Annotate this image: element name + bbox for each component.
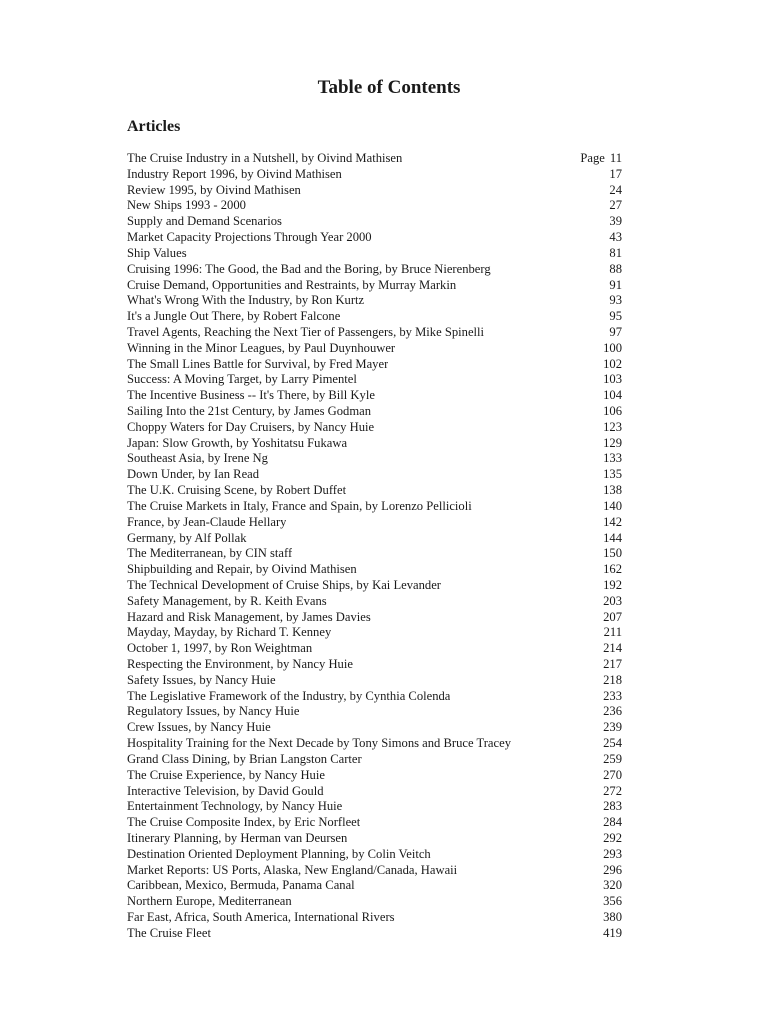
- toc-entry: [127, 436, 622, 452]
- page-number: 217: [603, 657, 622, 671]
- toc-entry-title: Safety Management, by R. Keith Evans: [127, 593, 327, 608]
- toc-entry-page: [609, 167, 622, 183]
- toc-entry-page: [603, 863, 622, 879]
- toc-entry-page: [603, 689, 622, 705]
- toc-entry-title: Northern Europe, Mediterranean: [127, 894, 292, 909]
- page-number: 129: [603, 435, 622, 450]
- toc-entry-page: [603, 578, 622, 594]
- toc-entry: [127, 910, 622, 926]
- page-number: 292: [603, 830, 622, 845]
- page-number: 419: [603, 925, 622, 940]
- toc-entry-title: The Legislative Framework of the Industry, by Cynthia Colenda: [127, 688, 451, 703]
- page-number: 293: [603, 846, 622, 861]
- toc-entry: [127, 372, 622, 388]
- toc-entry-title: Safety Issues, by Nancy Huie: [127, 672, 276, 687]
- page-number: 192: [603, 577, 622, 592]
- toc-entry: [127, 293, 622, 309]
- toc-entry: [127, 183, 622, 199]
- toc-entry-title: The U.K. Cruising Scene, by Robert Duffet: [127, 483, 347, 498]
- toc-entry-title: Cruise Demand, Opportunities and Restraints, by Murray Markin: [127, 277, 457, 292]
- page-number: 140: [603, 498, 622, 513]
- toc-entry-page: [603, 483, 622, 499]
- page-number: 211: [603, 625, 622, 640]
- toc-entry-page: [603, 388, 622, 404]
- toc-entry-title: Supply and Demand Scenarios: [127, 214, 282, 229]
- toc-entry-title: Success: A Moving Target, by Larry Pimentel: [127, 372, 357, 387]
- toc-entry-title: It's a Jungle Out There, by Robert Falcone: [127, 309, 341, 324]
- toc-entry: [127, 863, 622, 879]
- toc-entry-page: [609, 214, 622, 230]
- page-number: 81: [609, 245, 622, 260]
- toc-entry-page: [603, 831, 622, 847]
- toc-entry-page: [609, 230, 622, 246]
- toc-entry-title: Hospitality Training for the Next Decade by Tony Simons and Bruce Tracey: [127, 736, 511, 751]
- toc-entry-page: [603, 768, 622, 784]
- toc-entry-page: [603, 531, 622, 547]
- toc-entry-page: [603, 641, 622, 657]
- toc-entry-page: [603, 515, 622, 531]
- page-number: 259: [603, 751, 622, 766]
- toc-entry: [127, 246, 622, 262]
- page-number: 24: [609, 182, 622, 197]
- toc-entry-title: Caribbean, Mexico, Bermuda, Panama Canal: [127, 878, 355, 893]
- page-number: 233: [603, 688, 622, 703]
- toc-entry-title: Southeast Asia, by Irene Ng: [127, 451, 268, 466]
- toc-entry-title: The Small Lines Battle for Survival, by Fred Mayer: [127, 356, 389, 371]
- page-title: Table of Contents: [317, 77, 461, 98]
- page-number: 88: [609, 261, 622, 276]
- page-number: 162: [603, 562, 622, 577]
- toc-entry-page: [603, 436, 622, 452]
- toc-entry: [127, 151, 622, 167]
- page-number: 144: [603, 530, 622, 545]
- toc-entry-title: The Cruise Experience, by Nancy Huie: [127, 767, 325, 782]
- toc-entry: [127, 625, 622, 641]
- toc-entry-page: [603, 752, 622, 768]
- toc-entry-page: [603, 736, 622, 752]
- page-number: 27: [609, 198, 622, 213]
- toc-entry-title: Winning in the Minor Leagues, by Paul Duynhouwer: [127, 340, 396, 355]
- toc-entry: [127, 926, 622, 942]
- page-number: 270: [603, 767, 622, 782]
- toc-entry: [127, 831, 622, 847]
- page-number: 106: [603, 404, 622, 418]
- toc-entry-title: Travel Agents, Reaching the Next Tier of Passengers, by Mike Spinelli: [127, 324, 485, 339]
- toc-entry-title: Shipbuilding and Repair, by Oivind Mathisen: [127, 562, 357, 577]
- toc-entry-title: Crew Issues, by Nancy Huie: [127, 720, 271, 735]
- toc-entry: [127, 451, 622, 467]
- toc-entry: [127, 610, 622, 626]
- toc-entry: [127, 198, 622, 214]
- page-number: 43: [609, 230, 622, 245]
- toc-entry: [127, 815, 622, 831]
- toc-entry: [127, 388, 622, 404]
- toc-entry-page: [580, 151, 622, 167]
- toc-entry-title: New Ships 1993 - 2000: [127, 198, 246, 213]
- page-number: 95: [609, 309, 622, 324]
- toc-entry-title: Germany, by Alf Pollak: [127, 530, 247, 545]
- toc-entry-title: The Technical Development of Cruise Ships, by Kai Levander: [127, 577, 441, 592]
- toc-entry-page: [603, 910, 622, 926]
- toc-entry: [127, 878, 622, 894]
- page-number: 93: [609, 293, 622, 308]
- section-heading-articles: Articles: [127, 118, 181, 135]
- toc-list: [127, 151, 622, 942]
- toc-entry-title: Destination Oriented Deployment Planning, by Colin Veitch: [127, 846, 431, 861]
- page-number: 138: [603, 483, 622, 498]
- toc-entry: [127, 689, 622, 705]
- toc-entry-title: Market Reports: US Ports, Alaska, New England/Canada, Hawaii: [127, 862, 458, 877]
- toc-entry: [127, 704, 622, 720]
- toc-entry-page: [609, 246, 622, 262]
- toc-entry-title: Grand Class Dining, by Brian Langston Carter: [127, 751, 362, 766]
- page-number: 283: [603, 799, 622, 814]
- toc-entry-page: [609, 198, 622, 214]
- page-number: 104: [603, 388, 622, 403]
- toc-entry: [127, 641, 622, 657]
- toc-entry: [127, 499, 622, 515]
- page-number: 239: [603, 720, 622, 735]
- toc-entry: [127, 578, 622, 594]
- page-number: 102: [603, 356, 622, 371]
- page-number: 284: [603, 815, 622, 830]
- toc-entry: [127, 673, 622, 689]
- toc-entry: [127, 214, 622, 230]
- toc-entry: [127, 467, 622, 483]
- toc-entry: [127, 325, 622, 341]
- page-number: 320: [603, 878, 622, 893]
- toc-entry-page: [603, 799, 622, 815]
- toc-entry-page: [603, 420, 622, 436]
- toc-entry: [127, 546, 622, 562]
- toc-entry-page: [603, 546, 622, 562]
- toc-entry-page: [603, 372, 622, 388]
- page-number: 97: [609, 324, 622, 339]
- toc-entry-title: Ship Values: [127, 245, 187, 260]
- toc-entry-page: [609, 183, 622, 199]
- toc-entry: [127, 309, 622, 325]
- toc-entry: [127, 420, 622, 436]
- page-number: 203: [603, 593, 622, 608]
- toc-entry-page: [603, 451, 622, 467]
- toc-entry-title: What's Wrong With the Industry, by Ron Kurtz: [127, 293, 365, 308]
- page-number: 207: [603, 609, 622, 624]
- toc-entry: [127, 894, 622, 910]
- page-number: 11: [609, 151, 622, 165]
- toc-entry: [127, 531, 622, 547]
- page-number: 100: [603, 340, 622, 355]
- page-number: 103: [603, 372, 622, 387]
- page-number: 236: [603, 704, 622, 719]
- page-number: 150: [603, 546, 622, 561]
- toc-entry-title: The Cruise Composite Index, by Eric Norfleet: [127, 815, 361, 830]
- page-number: 142: [603, 514, 622, 529]
- page-number: 17: [609, 166, 622, 181]
- toc-entry-page: [603, 594, 622, 610]
- page-number: 91: [609, 277, 622, 292]
- toc-entry: [127, 657, 622, 673]
- page-number: 135: [603, 467, 622, 482]
- toc-entry: [127, 720, 622, 736]
- toc-entry-page: [609, 278, 622, 294]
- toc-entry-title: Down Under, by Ian Read: [127, 467, 260, 482]
- toc-entry: [127, 768, 622, 784]
- toc-entry: [127, 515, 622, 531]
- toc-entry-page: [603, 704, 622, 720]
- toc-entry: [127, 167, 622, 183]
- page-number: 272: [603, 783, 622, 798]
- toc-entry: [127, 784, 622, 800]
- page-number: 380: [603, 910, 622, 924]
- toc-entry: [127, 594, 622, 610]
- toc-entry: [127, 230, 622, 246]
- toc-entry-title: Mayday, Mayday, by Richard T. Kenney: [127, 625, 332, 640]
- toc-entry-title: Respecting the Environment, by Nancy Huie: [127, 657, 353, 671]
- toc-entry-title: Itinerary Planning, by Herman van Deursen: [127, 830, 348, 845]
- toc-entry: [127, 847, 622, 863]
- toc-entry-title: Industry Report 1996, by Oivind Mathisen: [127, 166, 342, 181]
- toc-entry-title: Sailing Into the 21st Century, by James Godman: [127, 404, 372, 418]
- toc-entry-title: Cruising 1996: The Good, the Bad and the Boring, by Bruce Nierenberg: [127, 261, 491, 276]
- toc-entry-page: [603, 815, 622, 831]
- toc-entry: [127, 483, 622, 499]
- toc-entry: [127, 357, 622, 373]
- toc-entry-title: Market Capacity Projections Through Year 2000: [127, 230, 372, 245]
- toc-entry-page: [603, 878, 622, 894]
- toc-entry-page: [609, 262, 622, 278]
- page-number: 356: [603, 894, 622, 909]
- toc-entry: [127, 404, 622, 420]
- toc-entry-title: October 1, 1997, by Ron Weightman: [127, 641, 313, 656]
- toc-entry-page: [609, 325, 622, 341]
- toc-entry-title: Far East, Africa, South America, International Rivers: [127, 910, 395, 924]
- page-number: 254: [603, 736, 622, 751]
- toc-entry-title: Japan: Slow Growth, by Yoshitatsu Fukawa: [127, 435, 348, 450]
- toc-entry: [127, 278, 622, 294]
- toc-entry-title: The Mediterranean, by CIN staff: [127, 546, 293, 561]
- toc-entry-page: [603, 467, 622, 483]
- toc-entry-title: The Cruise Fleet: [127, 925, 211, 940]
- toc-entry-page: [603, 610, 622, 626]
- toc-entry-page: [603, 404, 622, 420]
- page-label: Page: [580, 151, 605, 165]
- toc-entry-page: [603, 657, 622, 673]
- toc-entry-title: The Incentive Business -- It's There, by Bill Kyle: [127, 388, 375, 403]
- toc-entry-page: [603, 784, 622, 800]
- toc-entry: [127, 562, 622, 578]
- toc-entry-page: [604, 625, 622, 641]
- toc-entry-page: [609, 293, 622, 309]
- toc-entry-title: The Cruise Industry in a Nutshell, by Oivind Mathisen: [127, 151, 403, 165]
- toc-entry-title: Regulatory Issues, by Nancy Huie: [127, 704, 300, 719]
- toc-entry: [127, 752, 622, 768]
- toc-entry-page: [603, 357, 622, 373]
- toc-entry-title: Hazard and Risk Management, by James Davies: [127, 609, 371, 624]
- page-number: 214: [603, 641, 622, 656]
- page-number: 123: [603, 419, 622, 434]
- toc-entry-page: [603, 673, 622, 689]
- toc-entry-page: [603, 847, 622, 863]
- toc-entry: [127, 736, 622, 752]
- page-number: 133: [603, 451, 622, 466]
- toc-entry-title: Choppy Waters for Day Cruisers, by Nancy Huie: [127, 419, 375, 434]
- toc-entry: [127, 341, 622, 357]
- toc-entry-title: France, by Jean-Claude Hellary: [127, 514, 287, 529]
- page-number: 39: [609, 214, 622, 229]
- toc-entry-page: [603, 341, 622, 357]
- toc-entry-page: [603, 894, 622, 910]
- toc-entry-title: Interactive Television, by David Gould: [127, 783, 324, 798]
- toc-entry-title: The Cruise Markets in Italy, France and Spain, by Lorenzo Pellicioli: [127, 498, 472, 513]
- page-number: 218: [603, 672, 622, 687]
- toc-entry-page: [603, 499, 622, 515]
- toc-entry-page: [609, 309, 622, 325]
- toc-entry-page: [603, 926, 622, 942]
- toc-entry: [127, 799, 622, 815]
- toc-entry-title: Review 1995, by Oivind Mathisen: [127, 182, 301, 197]
- toc-entry: [127, 262, 622, 278]
- page-number: 296: [603, 862, 622, 877]
- toc-entry-page: [603, 562, 622, 578]
- toc-entry-title: Entertainment Technology, by Nancy Huie: [127, 799, 343, 814]
- toc-entry-page: [603, 720, 622, 736]
